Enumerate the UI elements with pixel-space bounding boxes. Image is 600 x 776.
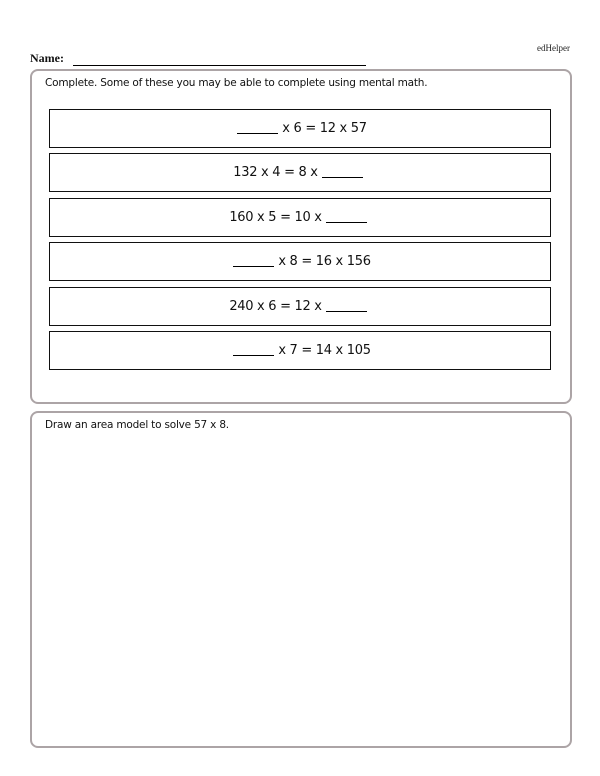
equation-text: 132 x 4 = 8 x	[233, 165, 318, 180]
name-field[interactable]	[73, 52, 366, 66]
answer-blank[interactable]	[233, 345, 274, 356]
answer-blank[interactable]	[233, 256, 274, 267]
answer-blank[interactable]	[322, 167, 363, 178]
name-label: Name:	[30, 51, 64, 65]
section2-instruction: Draw an area model to solve 57 x 8.	[45, 419, 229, 431]
answer-blank[interactable]	[237, 123, 278, 134]
problem-box	[49, 198, 551, 237]
drawing-workspace[interactable]	[42, 439, 560, 736]
section1-instruction: Complete. Some of these you may be able to complete using mental math.	[45, 77, 428, 89]
name-row	[30, 50, 366, 66]
problem-box	[49, 242, 551, 281]
problem-box	[49, 331, 551, 370]
equation-text: 160 x 5 = 10 x	[229, 210, 322, 225]
area-model-panel	[30, 411, 572, 748]
equation-text: 240 x 6 = 12 x	[229, 299, 322, 314]
brand-label: edHelper	[537, 43, 570, 53]
answer-blank[interactable]	[326, 212, 367, 223]
problem-box	[49, 287, 551, 326]
equation-text: x 6 = 12 x 57	[282, 121, 367, 136]
equation-text: x 7 = 14 x 105	[278, 343, 371, 358]
problem-box	[49, 109, 551, 148]
problem-box	[49, 153, 551, 192]
equation-text: x 8 = 16 x 156	[278, 254, 371, 269]
answer-blank[interactable]	[326, 301, 367, 312]
mental-math-panel	[30, 69, 572, 404]
